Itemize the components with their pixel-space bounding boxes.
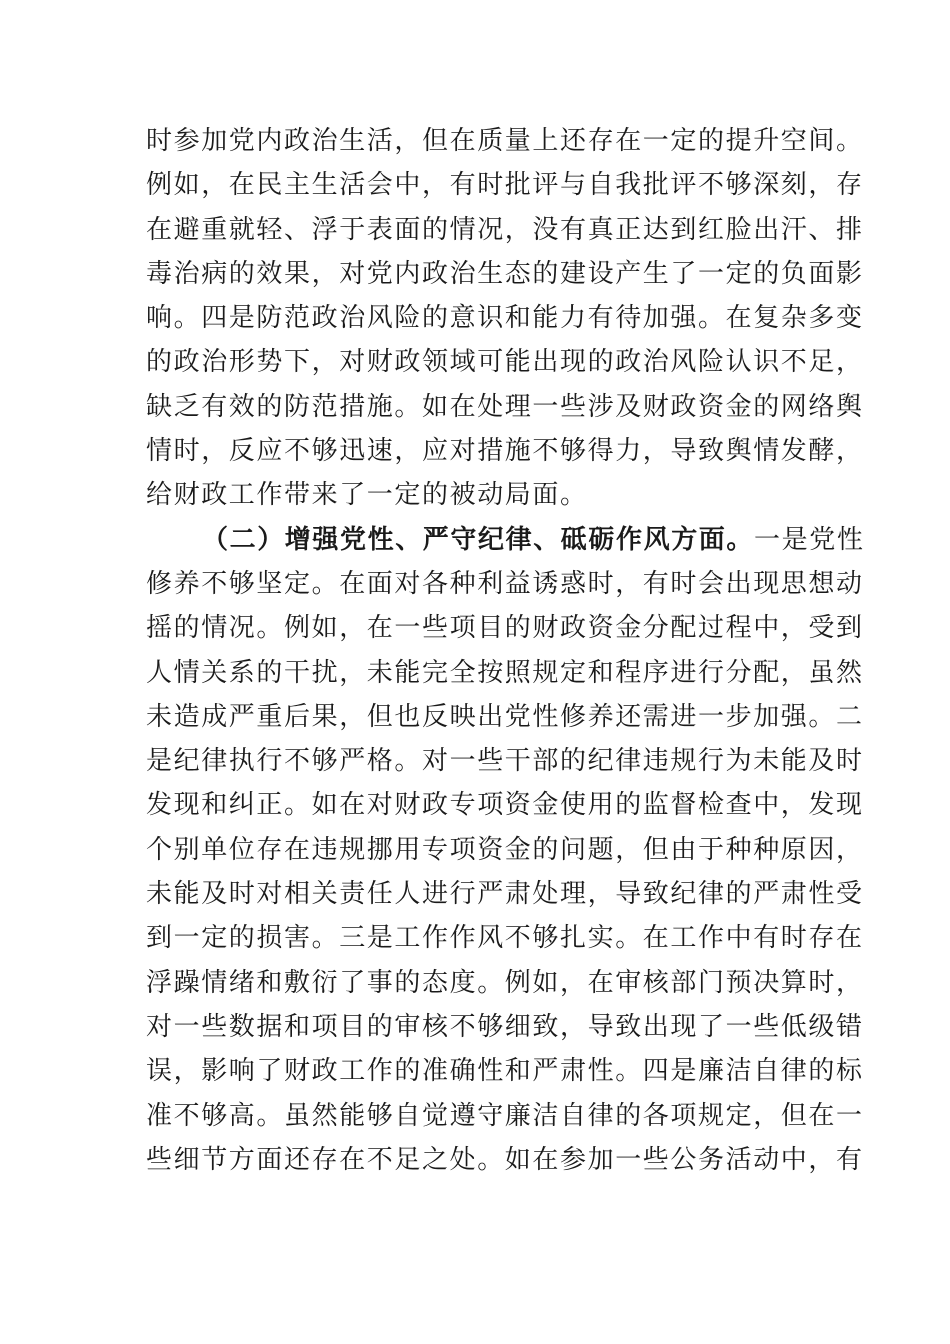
text-line: 些细节方面还存在不足之处。如在参加一些公务活动中，有 bbox=[146, 1144, 864, 1175]
text-line: 人情关系的干扰，未能完全按照规定和程序进行分配，虽然 bbox=[146, 657, 864, 688]
text-line: 毒治病的效果，对党内政治生态的建设产生了一定的负面影 bbox=[146, 258, 864, 289]
text-line: 在避重就轻、浮于表面的情况，没有真正达到红脸出汗、排 bbox=[146, 214, 864, 245]
text-line: 浮躁情绪和敷衍了事的态度。例如，在审核部门预决算时， bbox=[146, 967, 864, 998]
text-line: 时参加党内政治生活，但在质量上还存在一定的提升空间。 bbox=[146, 126, 864, 156]
text-line: 误，影响了财政工作的准确性和严肃性。四是廉洁自律的标 bbox=[146, 1056, 864, 1087]
text-line: 发现和纠正。如在对财政专项资金使用的监督检查中，发现 bbox=[146, 790, 864, 821]
text-line: 摇的情况。例如，在一些项目的财政资金分配过程中，受到 bbox=[146, 613, 864, 644]
text-line: 例如，在民主生活会中，有时批评与自我批评不够深刻，存 bbox=[146, 170, 864, 201]
section-heading-rest: 一是党性 bbox=[754, 524, 865, 555]
text-line: 未能及时对相关责任人进行严肃处理，导致纪律的严肃性受 bbox=[146, 879, 864, 910]
text-line: 缺乏有效的防范措施。如在处理一些涉及财政资金的网络舆 bbox=[146, 391, 864, 422]
text-line: 响。四是防范政治风险的意识和能力有待加强。在复杂多变 bbox=[146, 303, 864, 334]
section-heading-line bbox=[146, 518, 865, 562]
text-line: 给财政工作带来了一定的被动局面。 bbox=[146, 480, 588, 511]
text-line: 是纪律执行不够严格。对一些干部的纪律违规行为未能及时 bbox=[146, 746, 864, 777]
text-line: 准不够高。虽然能够自觉遵守廉洁自律的各项规定，但在一 bbox=[146, 1100, 864, 1131]
text-line: 情时，反应不够迅速，应对措施不够得力，导致舆情发酵， bbox=[146, 436, 864, 467]
text-line: 个别单位存在违规挪用专项资金的问题，但由于种种原因， bbox=[146, 834, 864, 865]
text-line: 修养不够坚定。在面对各种利益诱惑时，有时会出现思想动 bbox=[146, 568, 864, 599]
text-line: 对一些数据和项目的审核不够细致，导致出现了一些低级错 bbox=[146, 1011, 864, 1042]
text-line: 到一定的损害。三是工作作风不够扎实。在工作中有时存在 bbox=[146, 923, 864, 954]
text-line: 的政治形势下，对财政领域可能出现的政治风险认识不足， bbox=[146, 347, 864, 378]
text-line: 未造成严重后果，但也反映出党性修养还需进一步加强。二 bbox=[146, 701, 864, 732]
document-body bbox=[146, 119, 865, 1182]
section-heading: （二）增强党性、严守纪律、砥砺作风方面。 bbox=[202, 524, 755, 555]
